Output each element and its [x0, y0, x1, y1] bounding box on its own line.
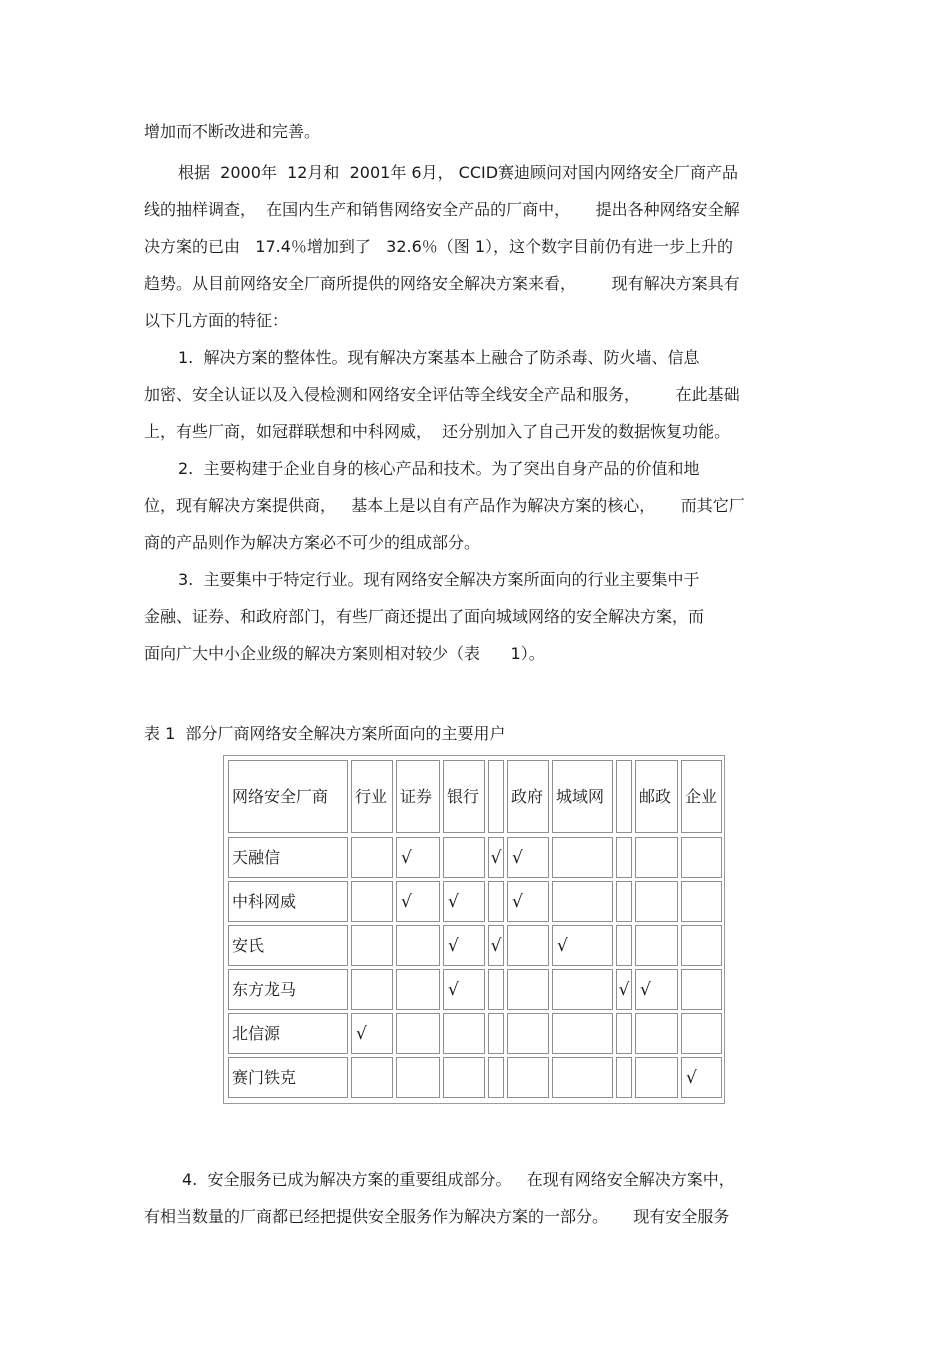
paragraph-line: 金融、证券、和政府部门，有些厂商还提出了面向城域网络的安全解决方案，而: [144, 607, 705, 626]
paragraph-line: 1. 解决方案的整体性。现有解决方案基本上融合了防杀毒、防火墙、信息: [178, 348, 700, 367]
vendor-name-cell: 安氏: [228, 925, 348, 966]
vendor-name-cell: 中科网威: [228, 881, 348, 922]
table-cell: [488, 881, 504, 922]
table-cell: [616, 1057, 632, 1098]
paragraph-line: 位，现有解决方案提供商， 基本上是以自有产品作为解决方案的核心， 而其它厂: [144, 496, 745, 515]
table-cell: [351, 969, 393, 1010]
table-cell: √: [635, 969, 678, 1010]
vendor-table: [223, 755, 725, 1104]
table-cell: [396, 925, 440, 966]
table-cell: [351, 881, 393, 922]
table-cell: [443, 837, 485, 878]
table-cell: [351, 925, 393, 966]
table-cell: [616, 925, 632, 966]
table-cell: [396, 969, 440, 1010]
table-header-cell: 网络安全厂商: [228, 760, 348, 833]
table-cell: [507, 1057, 549, 1098]
paragraph-line: 有相当数量的厂商都已经把提供安全服务作为解决方案的一部分。 现有安全服务: [144, 1207, 730, 1226]
table-cell: [351, 837, 393, 878]
table-cell: [507, 969, 549, 1010]
table-caption: 表 1 部分厂商网络安全解决方案所面向的主要用户: [144, 724, 506, 743]
table-cell: [443, 1013, 485, 1054]
vendor-name-cell: 北信源: [228, 1013, 348, 1054]
table-cell: [488, 969, 504, 1010]
paragraph-line: 上，有些厂商，如冠群联想和中科网威， 还分别加入了自己开发的数据恢复功能。: [144, 422, 731, 441]
table-cell: [635, 1013, 678, 1054]
table-cell: √: [443, 925, 485, 966]
table-cell: [552, 837, 613, 878]
table-cell: √: [351, 1013, 393, 1054]
table-cell: [507, 925, 549, 966]
paragraph-line: 线的抽样调查， 在国内生产和销售网络安全产品的厂商中， 提出各种网络安全解: [144, 200, 740, 219]
table-header-cell: 证券: [396, 760, 440, 833]
table-cell: √: [488, 837, 504, 878]
paragraph-line: 以下几方面的特征：: [144, 311, 289, 330]
table-cell: √: [552, 925, 613, 966]
paragraph-line: 决方案的已由 17.4％增加到了 32.6％（图 1），这个数字目前仍有进一步上升的: [144, 237, 734, 256]
table-cell: [396, 1013, 440, 1054]
table-cell: [681, 969, 722, 1010]
table-cell: [552, 1013, 613, 1054]
table-cell: √: [507, 837, 549, 878]
table-cell: [396, 1057, 440, 1098]
table-cell: [552, 881, 613, 922]
paragraph-line: 趋势。从目前网络安全厂商所提供的网络安全解决方案来看， 现有解决方案具有: [144, 274, 740, 293]
paragraph-line: 加密、安全认证以及入侵检测和网络安全评估等全线安全产品和服务， 在此基础: [144, 385, 740, 404]
paragraph-line: 商的产品则作为解决方案必不可少的组成部分。: [144, 533, 481, 552]
table-cell: [616, 837, 632, 878]
table-cell: [552, 969, 613, 1010]
table-cell: √: [488, 925, 504, 966]
table-cell: [635, 925, 678, 966]
table-cell: [681, 837, 722, 878]
table-cell: √: [396, 837, 440, 878]
table-header-cell: [616, 760, 632, 833]
vendor-name-cell: 赛门铁克: [228, 1057, 348, 1098]
table-header-cell: 企业: [681, 760, 722, 833]
paragraph-line: 根据 2000年 12月和 2001年 6月， CCID赛迪顾问对国内网络安全厂商产品: [178, 163, 739, 182]
table-cell: [552, 1057, 613, 1098]
table-cell: [488, 1057, 504, 1098]
table-header-cell: 政府: [507, 760, 549, 833]
paragraph-line: 增加而不断改进和完善。: [144, 122, 321, 141]
table-cell: √: [681, 1057, 722, 1098]
table-cell: [681, 881, 722, 922]
table-cell: √: [507, 881, 549, 922]
table-cell: [616, 881, 632, 922]
table-cell: [681, 925, 722, 966]
table-cell: [443, 1057, 485, 1098]
paragraph-line: 2. 主要构建于企业自身的核心产品和技术。为了突出自身产品的价值和地: [178, 459, 700, 478]
table-cell: √: [443, 881, 485, 922]
table-cell: [616, 1013, 632, 1054]
table-cell: [635, 881, 678, 922]
table-cell: [635, 837, 678, 878]
table-cell: √: [616, 969, 632, 1010]
table-cell: [507, 1013, 549, 1054]
table-cell: [635, 1057, 678, 1098]
table-cell: √: [396, 881, 440, 922]
table-header-cell: [488, 760, 504, 833]
paragraph-line: 面向广大中小企业级的解决方案则相对较少（表 1）。: [144, 644, 545, 663]
table-header-cell: 城域网: [552, 760, 613, 833]
table-cell: [351, 1057, 393, 1098]
table-header-cell: 银行: [443, 760, 485, 833]
table-header-cell: 行业: [351, 760, 393, 833]
paragraph-line: 4. 安全服务已成为解决方案的重要组成部分。 在现有网络安全解决方案中，: [182, 1170, 735, 1189]
vendor-name-cell: 天融信: [228, 837, 348, 878]
table-cell: [488, 1013, 504, 1054]
paragraph-line: 3. 主要集中于特定行业。现有网络安全解决方案所面向的行业主要集中于: [178, 570, 700, 589]
table-cell: [681, 1013, 722, 1054]
vendor-name-cell: 东方龙马: [228, 969, 348, 1010]
table-header-cell: 邮政: [635, 760, 678, 833]
table-cell: √: [443, 969, 485, 1010]
